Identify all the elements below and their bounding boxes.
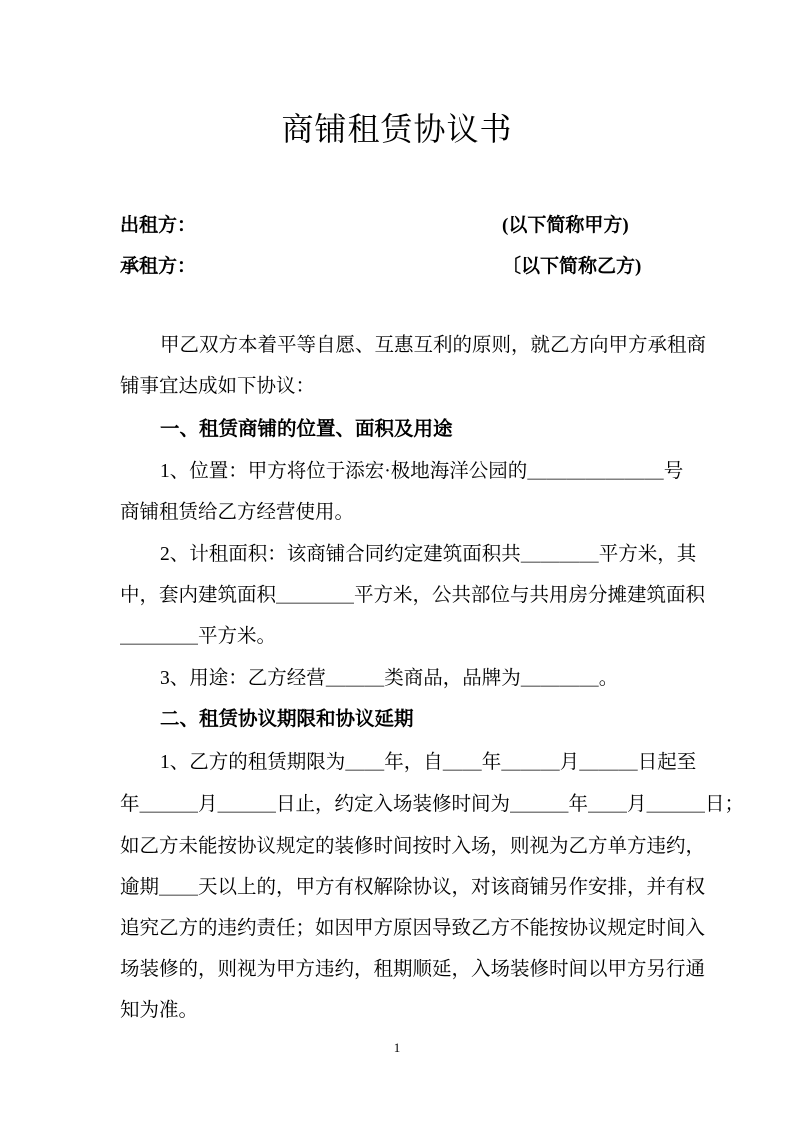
section-heading: 一、租赁商铺的位置、面积及用途 (160, 419, 453, 440)
paragraph-line: 如乙方未能按协议规定的装修时间按时入场，则视为乙方单方违约， (120, 836, 706, 857)
paragraph-line: 2、计租面积：该商铺合同约定建筑面积共＿＿＿＿平方米，其 (160, 544, 697, 565)
paragraph-line: 年＿＿＿月＿＿＿日止，约定入场装修时间为＿＿＿年＿＿月＿＿＿日； (120, 794, 745, 815)
paragraph-line: 3、用途：乙方经营＿＿＿类商品，品牌为＿＿＿＿。 (160, 668, 619, 689)
paragraph-line: 追究乙方的违约责任；如因甲方原因导致乙方不能按协议规定时间入 (120, 918, 706, 939)
paragraph-line: 场装修的，则视为甲方违约，租期顺延，入场装修时间以甲方另行通 (120, 959, 706, 980)
lessor-alias: (以下简称甲方) (502, 215, 629, 236)
paragraph-line: 商铺租赁给乙方经营使用。 (120, 502, 355, 523)
page-number: 1 (393, 1040, 401, 1055)
document-title: 商铺租赁协议书 (281, 111, 513, 147)
paragraph-line: 1、乙方的租赁期限为＿＿年，自＿＿年＿＿＿月＿＿＿日起至 (160, 752, 697, 773)
paragraph-line: 1、位置：甲方将位于添宏·极地海洋公园的＿＿＿＿＿＿＿号 (160, 461, 684, 482)
paragraph-line: 甲乙双方本着平等自愿、互惠互利的原则，就乙方向甲方承租商 (160, 335, 707, 356)
lessee-label: 承租方： (120, 256, 197, 277)
section-heading: 二、租赁协议期限和协议延期 (160, 709, 414, 730)
paragraph-line: 铺事宜达成如下协议： (120, 376, 316, 397)
paragraph-line: 逾期＿＿天以上的，甲方有权解除协议，对该商铺另作安排，并有权 (120, 877, 706, 898)
lessee-alias: 〔以下简称乙方) (502, 256, 642, 277)
paragraph-line: 中，套内建筑面积＿＿＿＿平方米，公共部位与共用房分摊建筑面积 (120, 585, 706, 606)
lessor-label: 出租方： (120, 215, 197, 236)
paragraph-line: 知为准。 (120, 1000, 199, 1021)
paragraph-line: ＿＿＿＿平方米。 (120, 626, 277, 647)
